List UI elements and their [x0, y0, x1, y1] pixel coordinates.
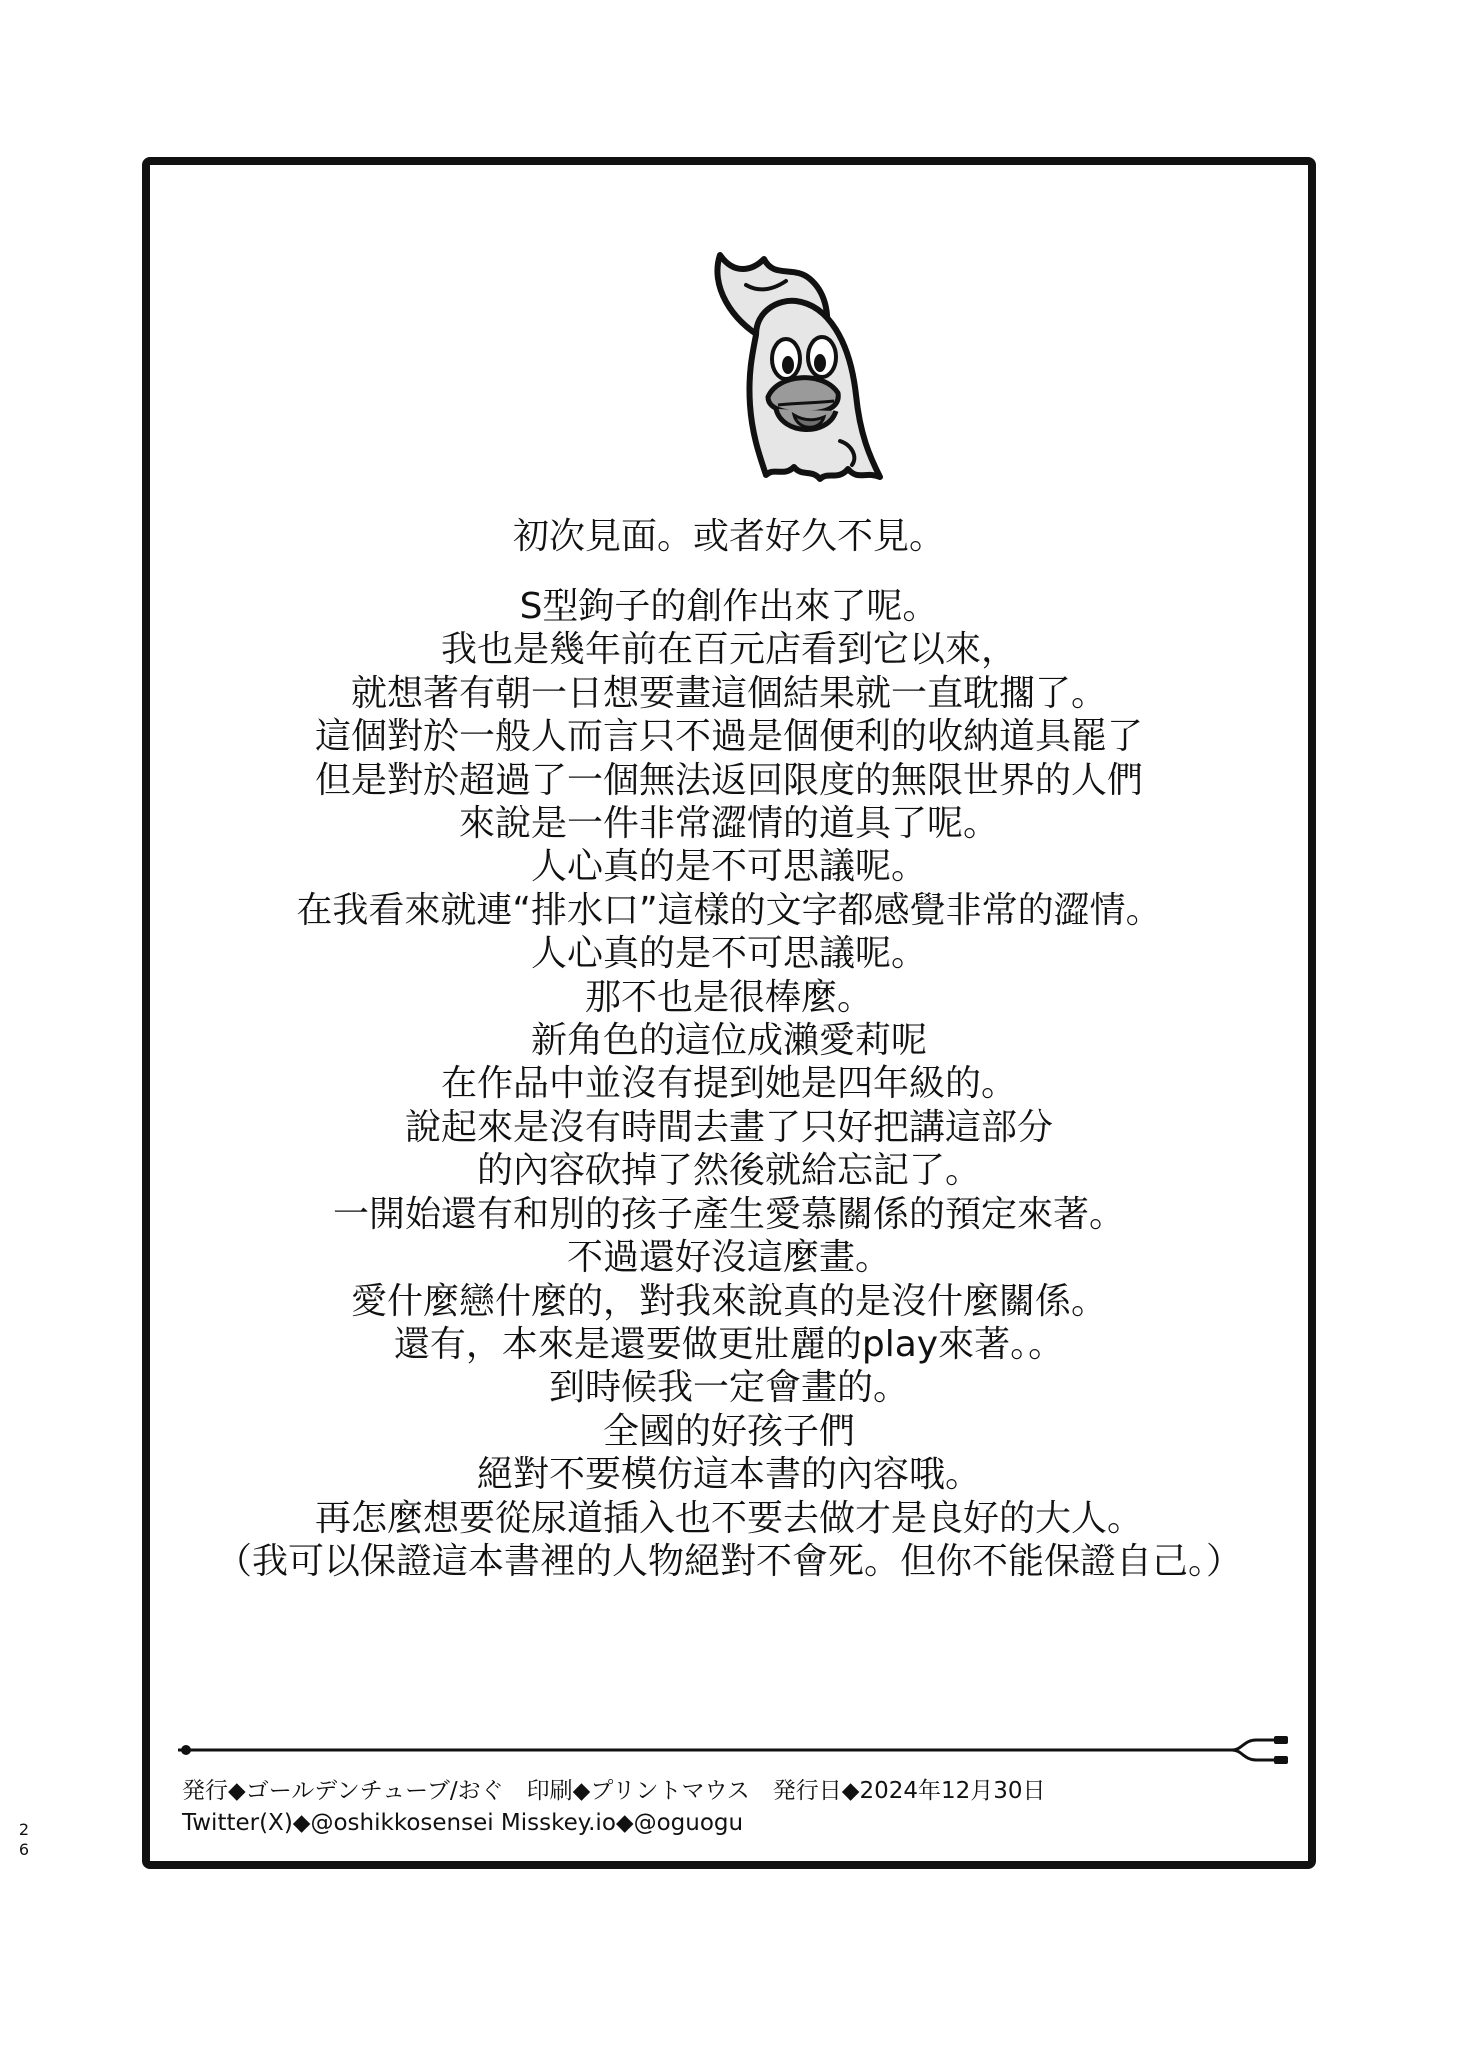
afterword-line: S型鉤子的創作出來了呢。: [519, 586, 939, 627]
afterword-line: 全國的好孩子們: [602, 1410, 855, 1452]
greeting-heading: 初次見面。或者好久不見。: [512, 516, 945, 557]
afterword-line: 一開始還有和別的孩子產生愛慕關係的預定來著。: [332, 1193, 1125, 1235]
afterword-line: 再怎麼想要從尿道插入也不要去做才是良好的大人。: [314, 1497, 1143, 1539]
ghost-duck-mascot-icon: [690, 245, 890, 495]
afterword-line: 人心真的是不可思議呢。: [530, 846, 927, 888]
afterword-line: 就想著有朝一日想要畫這個結果就一直耽擱了。: [350, 672, 1107, 714]
afterword-line: 還有，本來是還要做更壯麗的play來著。。: [393, 1323, 1065, 1365]
afterword-line: 說起來是沒有時間去畫了只好把講這部分: [404, 1106, 1053, 1148]
afterword-line: 愛什麼戀什麼的，對我來說真的是沒什麼關係。: [350, 1280, 1107, 1322]
afterword-line: 絕對不要模仿這本書的內容哦。: [476, 1454, 981, 1496]
afterword-line: 在作品中並沒有提到她是四年級的。: [440, 1063, 1017, 1105]
afterword-line: 到時候我一定會畫的。: [548, 1367, 909, 1409]
afterword-line: 這個對於一般人而言只不過是個便利的收納道具罷了: [314, 716, 1143, 758]
colophon: [182, 1775, 1282, 1839]
afterword-line: 的內容砍掉了然後就給忘記了。: [476, 1150, 981, 1192]
cable-plug-divider-icon: [174, 1732, 1298, 1768]
page-number-digit: 6: [18, 1840, 30, 1859]
afterword-line: 但是對於超過了一個無法返回限度的無限世界的人們: [314, 759, 1143, 801]
afterword-line: 不過還好沒這麼畫。: [566, 1237, 891, 1279]
afterword-line: 我也是幾年前在百元店看到它以來，: [440, 629, 1017, 671]
page-frame: [142, 157, 1316, 1869]
social-accounts: Twitter(X)◆@oshikkosensei Misskey.io◆@oguogu: [182, 1810, 744, 1836]
afterword-line: 那不也是很棒麼。: [584, 976, 873, 1018]
afterword-line: 新角色的這位成瀨愛莉呢: [530, 1020, 927, 1062]
afterword-line: 來說是一件非常澀情的道具了呢。: [458, 803, 999, 845]
afterword-line: （我可以保證這本書裡的人物絕對不會死。但你不能保證自己。）: [215, 1540, 1242, 1582]
page-number: [16, 1820, 32, 1860]
afterword-line: 在我看來就連“排水口”這樣的文字都感覺非常的澀情。: [296, 889, 1162, 931]
page-number-digit: 2: [18, 1820, 30, 1839]
afterword-text: [150, 585, 1308, 1583]
publisher-info: 発行◆ゴールデンチューブ/おぐ 印刷◆プリントマウス 発行日◆2024年12月30日: [182, 1778, 1046, 1804]
afterword-line: 人心真的是不可思議呢。: [530, 933, 927, 975]
